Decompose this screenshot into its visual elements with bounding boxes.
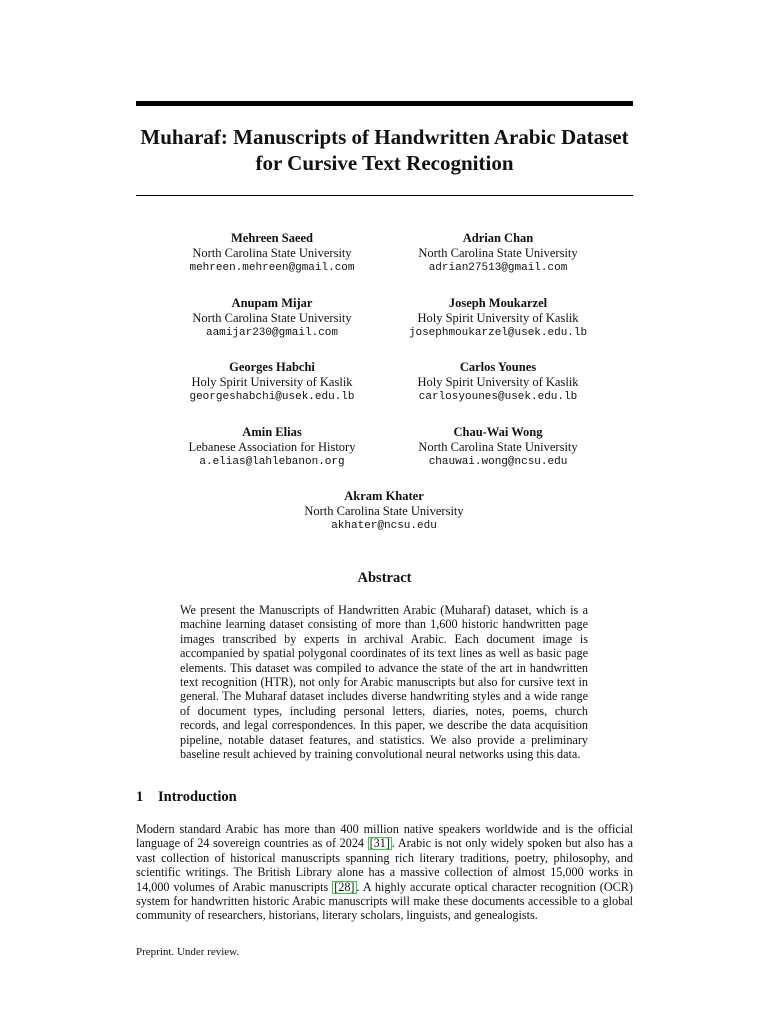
author-email[interactable]: aamijar230@gmail.com [205,327,339,339]
author-block [348,425,648,470]
abstract-heading: Abstract [357,570,412,586]
author-block [348,360,648,405]
author-affiliation: North Carolina State University [418,440,578,454]
author-name: Akram Khater [344,489,424,503]
intro-text-part: Modern standard Arabic has more than 400 million native speakers worldwide and is the official language of 24 sovereign countries as of 2024 [136,822,633,851]
section-number: 1 [136,789,144,805]
author-email[interactable]: georgeshabchi@usek.edu.lb [189,391,355,403]
section-heading-introduction [136,788,633,806]
author-email[interactable]: a.elias@lahlebanon.org [199,456,345,468]
introduction-paragraph [136,822,633,923]
author-name: Anupam Mijar [231,296,313,310]
author-email[interactable]: josephmoukarzel@usek.edu.lb [408,327,588,339]
author-name: Georges Habchi [229,360,315,374]
paper-title [136,124,633,176]
author-email[interactable]: akhater@ncsu.edu [331,520,437,532]
author-affiliation: Holy Spirit University of Kaslik [417,375,579,389]
author-block [234,489,534,534]
author-name: Carlos Younes [459,360,537,374]
author-affiliation: North Carolina State University [192,246,352,260]
title-line-2: for Cursive Text Recognition [255,151,514,175]
author-name: Chau-Wai Wong [453,425,543,439]
title-line-1: Muharaf: Manuscripts of Handwritten Arabic Dataset [140,125,629,149]
intro-text-part: . A highly accurate optical character recognition (OCR) system for handwritten historic Arabic manuscripts will make these documents accessible to a global community of researchers, historians, literary scholars, linguists, and genealogists. [136,879,633,923]
author-affiliation: Holy Spirit University of Kaslik [191,375,353,389]
author-email[interactable]: chauwai.wong@ncsu.edu [428,456,568,468]
author-affiliation: North Carolina State University [304,504,464,518]
author-affiliation: North Carolina State University [418,246,578,260]
author-email[interactable]: carlosyounes@usek.edu.lb [418,391,578,403]
citation-link[interactable]: [28] [334,879,355,894]
author-block [348,231,648,276]
author-name: Mehreen Saeed [230,231,314,245]
section-title: Introduction [158,789,237,805]
author-name: Joseph Moukarzel [448,296,548,310]
citation-link[interactable]: [31] [369,836,390,851]
author-affiliation: North Carolina State University [192,311,352,325]
author-email[interactable]: mehreen.mehreen@gmail.com [189,262,355,274]
intro-text-part: . Arabic is not only widely spoken but also has a vast collection of historical manuscripts spanning rich literary traditions, poetry, philosophy, and scientific writings. The British Library alone has a massive collection of almost 15,000 works in 14,000 volumes of Arabic manuscripts [136,836,633,894]
author-email[interactable]: adrian27513@gmail.com [428,262,568,274]
abstract-text: We present the Manuscripts of Handwritten Arabic (Muharaf) dataset, which is a machine learning dataset consisting of more than 1,600 historic handwritten page images transcribed by experts in archival Arabic. Each document image is accompanied by spatial polygonal coordinates of its text lines as well as basic page elements. This dataset was compiled to advance the state of the art in handwritten text recognition (HTR), not only for Arabic manuscripts but also for cursive text in general. The Muharaf dataset includes diverse handwriting styles and a wide range of document types, including personal letters, diaries, notes, poems, church records, and legal correspondences. In this paper, we describe the data acquisition pipeline, notable dataset features, and statistics. We also provide a preliminary baseline result achieved by training convolutional neural networks using this data. [180,603,588,762]
author-block [348,296,648,341]
title-bottom-rule [136,195,633,196]
author-name: Amin Elias [242,425,302,439]
author-affiliation: Lebanese Association for History [188,440,356,454]
title-top-rule [136,101,633,106]
preprint-footer: Preprint. Under review. [136,946,240,958]
author-name: Adrian Chan [462,231,534,245]
author-affiliation: Holy Spirit University of Kaslik [417,311,579,325]
